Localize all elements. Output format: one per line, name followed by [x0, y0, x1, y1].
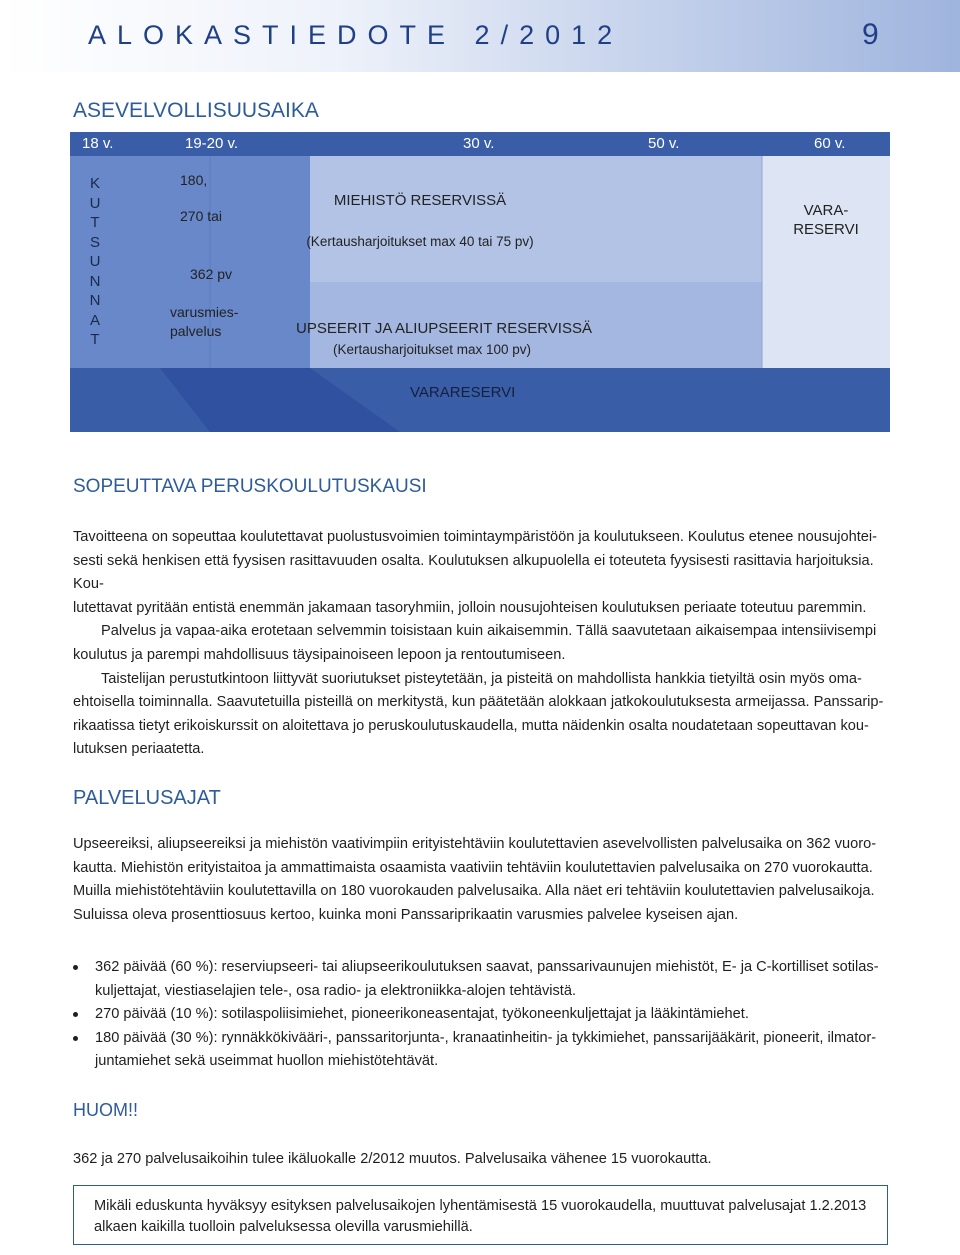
- kutsunnat-letter: U: [89, 253, 101, 270]
- text-line: Taistelijan perustutkintoon liittyvät suoriutukset pisteytetään, ja pisteitä on mahdollista hankkia tietyiltä osin myös oma-: [101, 670, 862, 687]
- miehisto-subtitle: (Kertausharjoitukset max 40 tai 75 pv): [306, 234, 534, 249]
- text-line: Tavoitteena on sopeuttaa koulutettavat puolustusvoimien toimintaympäristöön ja koulutukseen. Koulutus etenee nousujohtei-: [73, 529, 877, 545]
- kutsunnat-letter: A: [89, 311, 100, 329]
- service-diagram: [70, 132, 890, 432]
- service-days-270: 270 tai: [180, 208, 223, 224]
- huom-heading: HUOM!!: [73, 1100, 138, 1120]
- kutsunnat-letter: K: [89, 175, 100, 192]
- varareservi-right-line2: RESERVI: [793, 221, 859, 238]
- text-line: koulutus ja parempi mahdollisuus täysipainoiseen lepoon ja rentoutumiseen.: [73, 646, 566, 663]
- text-line: lutettavat pyritään entistä enemmän jakamaan tasoryhmiin, jolloin nousujohteisen koulutuksen periaate toteutuu paremmin.: [73, 599, 867, 616]
- asevelvollisuusaika-heading: ASEVELVOLLISUUSAIKA: [73, 99, 319, 122]
- notice-line: alkaen kaikilla tuolloin palveluksessa olevilla varusmiehillä.: [94, 1219, 473, 1235]
- service-days-180: 180,: [180, 172, 208, 188]
- text-line: Suluissa oleva prosenttiosuus kertoo, kuinka moni Panssariprikaatin varusmies palvelee kyseisen ajan.: [73, 906, 739, 923]
- kutsunnat-letter: U: [89, 194, 101, 212]
- page-number: 9: [862, 18, 879, 51]
- kutsunnat-letter: N: [89, 292, 101, 309]
- text-line: Upseereiksi, aliupseereiksi ja miehistön vaativimpiin erityistehtäviin koulutettavien asevelvollisten palvelusaika on 362 vuoro-: [73, 836, 877, 852]
- text-line: Muilla miehistötehtäviin koulutettavilla on 180 vuorokauden palvelusaika. Alla näet eri tehtäviin koulutettavien palvelusaikoja.: [73, 883, 875, 900]
- bullet-icon: [73, 1036, 78, 1041]
- varareservi-right-block: [762, 156, 890, 372]
- list-item: [73, 1003, 888, 1027]
- notice-box: [73, 1185, 888, 1245]
- kutsunnat-letter: S: [89, 233, 100, 251]
- palvelusajat-body: [73, 833, 888, 927]
- miehisto-title: MIEHISTÖ RESERVISSÄ: [333, 192, 507, 209]
- page-header: [0, 0, 960, 72]
- text-line: 180 päivää (30 %): rynnäkkökivääri-, panssaritorjunta-, kranaatinheitin- ja tykkimiehet, panssarijääkärit, pioneerit, ilmator-: [95, 1029, 877, 1046]
- service-days-362: 362 pv: [190, 266, 233, 282]
- palvelus-label: palvelus: [170, 323, 222, 339]
- notice-line: Mikäli eduskunta hyväksyy esityksen palvelusaikojen lyhentämisestä 15 vuorokaudella, muuttuvat palvelusajat 1.2.2013: [94, 1198, 867, 1214]
- kutsunnat-letter: N: [89, 272, 101, 290]
- text-line: Palvelus ja vapaa-aika erotetaan selvemmin toisistaan kuin aikaisemmin. Tällä saavutetaan aikaisempaa intensiivisempi: [101, 623, 877, 640]
- palvelusajat-heading: PALVELUSAJAT: [73, 787, 221, 809]
- service-time-list: [73, 956, 888, 1074]
- age-label: 30 v.: [463, 135, 495, 152]
- text-line: 270 päivää (10 %): sotilaspoliisimiehet, pioneerikoneasentajat, työkoneenkuljettajat ja lääkintämiehet.: [95, 1006, 749, 1023]
- sopeuttava-body: [73, 526, 888, 762]
- list-item: [73, 1027, 888, 1074]
- age-label: 60 v.: [814, 135, 846, 152]
- huom-text: 362 ja 270 palvelusaikoihin tulee ikäluokalle 2/2012 muutos. Palvelusaika vähenee 15 vuorokautta.: [73, 1151, 712, 1167]
- varareservi-right-line1: VARA-: [803, 202, 849, 219]
- sopeuttava-heading: SOPEUTTAVA PERUSKOULUTUSKAUSI: [73, 476, 427, 497]
- bullet-icon: [73, 1012, 78, 1017]
- upseerit-subtitle: (Kertausharjoitukset max 100 pv): [332, 342, 532, 357]
- varareservi-bottom-label: VARARESERVI: [410, 384, 516, 401]
- bullet-icon: [73, 965, 78, 970]
- publication-title: ALOKASTIEDOTE 2/2012: [88, 20, 624, 50]
- text-line: kautta. Miehistön erityistaitoa ja ammattimaista osaamista vaativiin tehtäviin koulutettavien palvelusaika on 270 vuorokautta.: [73, 859, 873, 876]
- age-label: 50 v.: [648, 135, 680, 152]
- text-line: ehtoisella toiminnalla. Saavutetuilla pisteillä on merkitystä, kun päätetään alokkaan jatkokoulutuksesta armeijassa. Panssarip-: [73, 694, 884, 711]
- age-label: 18 v.: [82, 135, 114, 152]
- age-label: 19-20 v.: [185, 135, 239, 152]
- text-line: 362 päivää (60 %): reserviupseeri- tai aliupseerikoulutuksen saavat, panssarivaunujen miehistöt, E- ja C-kortilliset sotilas-: [95, 959, 879, 975]
- varusmies-label: varusmies-: [170, 304, 239, 320]
- text-line: kuljettajat, viestiaselajien tele-, osa radio- ja elektroniikka-alojen tehtävistä.: [95, 982, 577, 999]
- text-line: rikaatissa tietyt erikoiskurssit on aloitettava jo peruskoulutuskaudella, mutta näidenkin osalta noudatetaan sopeuttavan kou-: [73, 717, 869, 734]
- text-line: lutuksen periaatetta.: [73, 741, 205, 758]
- list-item: [73, 956, 888, 1003]
- kutsunnat-letter: T: [90, 214, 100, 231]
- text-line: juntamiehet sekä useimmat huollon miehistötehtävät.: [95, 1053, 439, 1070]
- text-line: sesti sekä henkisen että fyysisen rasittavuuden osalta. Koulutuksen alkupuolella ei toteuteta fyysisesti rasittavia harjoituksia. Kou-: [73, 552, 874, 593]
- upseerit-title: UPSEERIT JA ALIUPSEERIT RESERVISSÄ: [296, 320, 592, 337]
- kutsunnat-label: [70, 174, 120, 350]
- kutsunnat-letter: T: [90, 331, 100, 348]
